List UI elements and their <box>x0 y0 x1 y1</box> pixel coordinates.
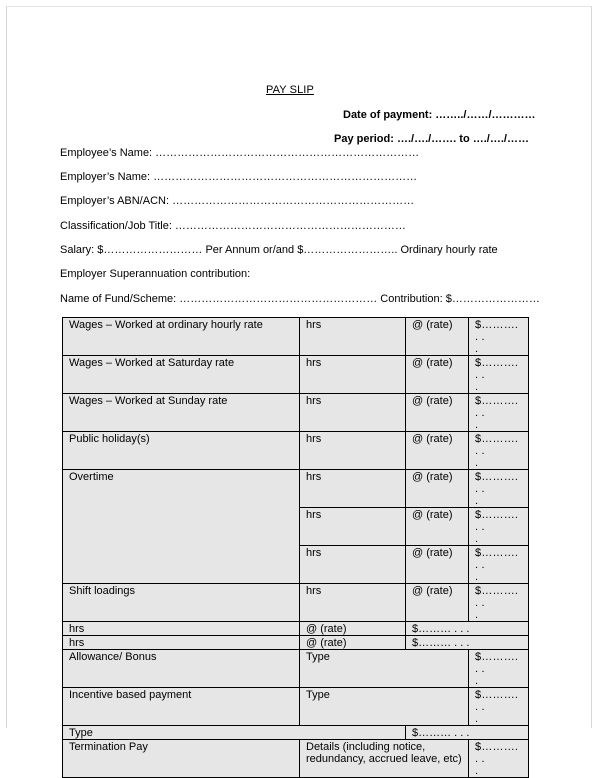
amount-cell: $………. . . . <box>469 650 529 688</box>
amount-cell: $……… . . . <box>406 726 529 740</box>
employee-name-field: Employee’s Name: ……………………………………………………………… <box>60 147 420 159</box>
rate-cell: @ (rate) <box>406 546 469 584</box>
fund-scheme-field: Name of Fund/Scheme: ……………………………………………… Contribution: $…………………… <box>60 293 540 305</box>
table-row <box>63 394 529 432</box>
amount-cell: $………. . . . <box>469 356 529 394</box>
rate-cell: @ (rate) <box>406 318 469 356</box>
type-cell: Type <box>300 688 469 726</box>
rate-cell: @ (rate) <box>406 356 469 394</box>
row-label: Type <box>63 726 406 740</box>
table-row <box>63 650 529 688</box>
rate-cell: @ (rate) <box>406 432 469 470</box>
row-label: Overtime <box>63 470 300 584</box>
table-row <box>63 688 529 726</box>
date-of-payment: Date of payment: ……../……/………… <box>343 109 536 121</box>
table-row <box>63 740 529 778</box>
amount-cell: $………. . . . <box>469 394 529 432</box>
rate-cell: @ (rate) <box>406 394 469 432</box>
rate-cell: @ (rate) <box>406 584 469 622</box>
row-label: Allowance/ Bonus <box>63 650 300 688</box>
table-row <box>63 318 529 356</box>
row-label: Public holiday(s) <box>63 432 300 470</box>
amount-cell: $………. . . . <box>469 318 529 356</box>
row-label: hrs <box>63 636 300 650</box>
hours-cell: hrs <box>300 508 406 546</box>
hours-cell: hrs <box>300 546 406 584</box>
row-label: Shift loadings <box>63 584 300 622</box>
table-row <box>63 584 529 622</box>
hours-cell: hrs <box>300 432 406 470</box>
table-row <box>63 636 529 650</box>
table-row <box>63 356 529 394</box>
pay-period: Pay period: …./…./……. to …./…./…… <box>334 133 529 145</box>
rate-cell: @ (rate) <box>300 636 406 650</box>
table-row <box>63 470 529 508</box>
hours-cell: hrs <box>300 318 406 356</box>
table-row <box>63 432 529 470</box>
details-cell: Details (including notice, redundancy, accrued leave, etc) <box>300 740 469 778</box>
classification-field: Classification/Job Title: ……………………………………………………… <box>60 220 406 232</box>
rate-cell: @ (rate) <box>300 622 406 636</box>
employer-name-field: Employer’s Name: ……………………………………………………………… <box>60 171 418 183</box>
row-label: Wages – Worked at Saturday rate <box>63 356 300 394</box>
type-cell: Type <box>300 650 469 688</box>
row-label: Wages – Worked at Sunday rate <box>63 394 300 432</box>
row-label: Wages – Worked at ordinary hourly rate <box>63 318 300 356</box>
employer-abn-field: Employer’s ABN/ACN: ………………………………………………………… <box>60 195 415 207</box>
rate-cell: @ (rate) <box>406 470 469 508</box>
rate-cell: @ (rate) <box>406 508 469 546</box>
amount-cell: $………. . . . <box>469 688 529 726</box>
hours-cell: hrs <box>300 356 406 394</box>
amount-cell: $………. . . . <box>469 470 529 508</box>
hours-cell: hrs <box>300 584 406 622</box>
row-label: hrs <box>63 622 300 636</box>
pay-table <box>62 317 529 778</box>
table-row <box>63 726 529 740</box>
amount-cell: $………. . . . <box>469 584 529 622</box>
amount-cell: $………. . . . <box>469 432 529 470</box>
table-row <box>63 622 529 636</box>
document-title: PAY SLIP <box>266 84 314 96</box>
row-label: Incentive based payment <box>63 688 300 726</box>
amount-cell: $……… . . . <box>406 636 529 650</box>
amount-cell: $………. . . . <box>469 508 529 546</box>
row-label: Termination Pay <box>63 740 300 778</box>
salary-field: Salary: $……………………… Per Annum or/and $…………………….. Ordinary hourly rate <box>60 244 498 256</box>
amount-cell: $……… . . . <box>406 622 529 636</box>
hours-cell: hrs <box>300 470 406 508</box>
amount-cell: $………. . . . <box>469 546 529 584</box>
amount-cell: $………. . . . <box>469 740 529 778</box>
superannuation-field: Employer Superannuation contribution: <box>60 268 251 280</box>
hours-cell: hrs <box>300 394 406 432</box>
